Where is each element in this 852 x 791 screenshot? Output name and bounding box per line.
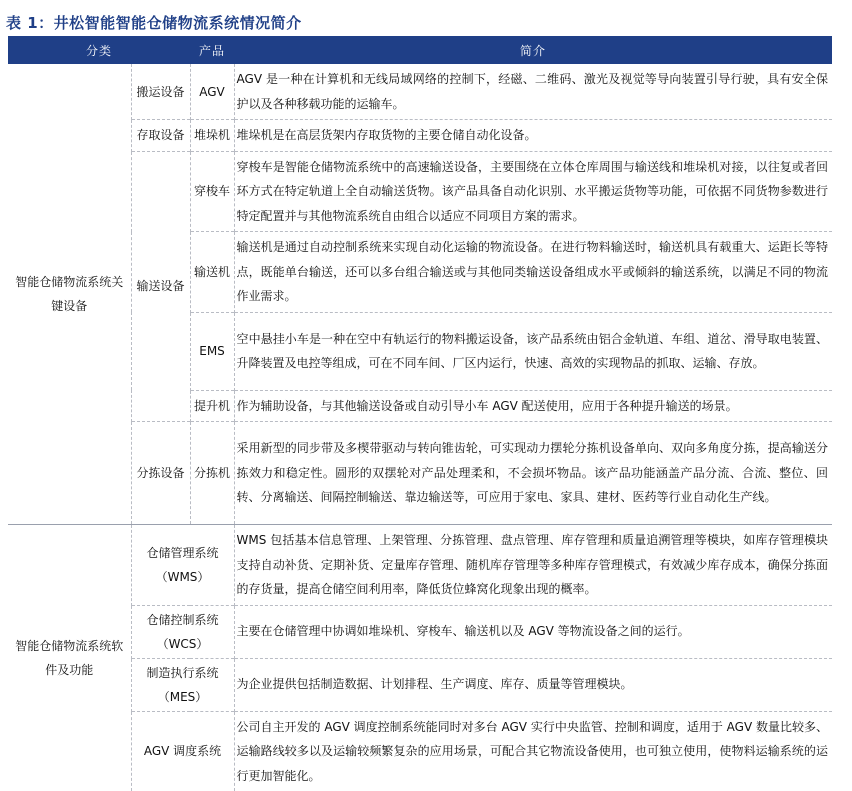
sub-conveying: 输送设备 bbox=[131, 151, 190, 422]
table-header-row bbox=[8, 37, 832, 64]
header-product: 产品 bbox=[190, 37, 234, 64]
table-title: 表 1：井松智能智能仓储物流系统情况简介 bbox=[6, 12, 302, 33]
system-wms-label: 仓储管理系统（WMS） bbox=[135, 541, 231, 589]
table-row bbox=[8, 711, 832, 791]
desc-conveyor: 输送机是通过自动控制系统来实现自动化运输的物流设备。在进行物料输送时，输送机具有载重大、运距长等特点，既能单台输送，还可以多台组合输送或与其他同类输送设备组成水平或倾斜的输送系统，以满足不同的物流作业需求。 bbox=[234, 232, 832, 313]
desc-wcs: 主要在仓储管理中协调如堆垛机、穿梭车、输送机以及 AGV 等物流设备之间的运行。 bbox=[234, 605, 832, 658]
header-intro: 简介 bbox=[234, 37, 832, 64]
desc-mes: 为企业提供包括制造数据、计划排程、生产调度、库存、质量等管理模块。 bbox=[234, 658, 832, 711]
desc-lift: 作为辅助设备，与其他输送设备或自动引导小车 AGV 配送使用，应用于各种提升输送的场景。 bbox=[234, 390, 832, 422]
desc-wms: WMS 包括基本信息管理、上架管理、分拣管理、盘点管理、库存管理和质量追溯管理等模块，如库存管理模块支持自动补货、定期补货、定量库存管理、随机库存管理等多种库存管理模式，有效减少库存成本，确保分拣面的存货量，提高仓储空间利用率，降低货位蜂窝化现象出现的概率。 bbox=[234, 525, 832, 606]
table-row bbox=[8, 151, 832, 232]
table-row bbox=[8, 605, 832, 658]
desc-shuttle: 穿梭车是智能仓储物流系统中的高速输送设备，主要围绕在立体仓库周围与输送线和堆垛机对接，以往复或者回环方式在特定轨道上全自动输送货物。该产品具备自动化识别、水平搬运货物等功能，可依据不同货物参数进行特定配置并与其他物流系统自由组合以适应不同项目方案的需求。 bbox=[234, 151, 832, 232]
group-software bbox=[8, 525, 131, 791]
product-ems: EMS bbox=[190, 312, 234, 390]
system-wcs bbox=[131, 605, 234, 658]
product-conveyor: 输送机 bbox=[190, 232, 234, 313]
table-row bbox=[8, 658, 832, 711]
group-hardware bbox=[8, 64, 131, 525]
product-shuttle: 穿梭车 bbox=[190, 151, 234, 232]
sub-handling: 搬运设备 bbox=[131, 64, 190, 120]
product-stacker: 堆垛机 bbox=[190, 120, 234, 152]
system-mes bbox=[131, 658, 234, 711]
product-sorter: 分拣机 bbox=[190, 422, 234, 525]
product-table bbox=[8, 37, 832, 791]
table-row bbox=[8, 525, 832, 606]
header-category: 分类 bbox=[8, 37, 190, 64]
system-mes-label: 制造执行系统（MES） bbox=[135, 661, 231, 709]
desc-stacker: 堆垛机是在高层货架内存取货物的主要仓储自动化设备。 bbox=[234, 120, 832, 152]
group-hardware-label: 智能仓储物流系统关键设备 bbox=[10, 270, 128, 318]
desc-sorter: 采用新型的同步带及多楔带驱动与转向锥齿轮，可实现动力摆轮分拣机设备单向、双向多角度分拣，提高输送分拣效力和稳定性。圆形的双摆轮对产品处理柔和，不会损坏物品。该产品功能涵盖产品分流、合流、整位、回转、分离输送、间隔控制输送、靠边输送等，可应用于家电、家具、建材、医药等行业自动化生产线。 bbox=[234, 422, 832, 525]
table-row bbox=[8, 64, 832, 120]
table-row bbox=[8, 120, 832, 152]
desc-ems: 空中悬挂小车是一种在空中有轨运行的物料搬运设备，该产品系统由铝合金轨道、车组、道岔、滑导取电装置、升降装置及电控等组成，可在不同车间、厂区内运行，快速、高效的实现物品的抓取、运输、存放。 bbox=[234, 312, 832, 390]
product-agv: AGV bbox=[190, 64, 234, 120]
system-wms bbox=[131, 525, 234, 606]
table-row bbox=[8, 422, 832, 525]
desc-agv-dispatch: 公司自主开发的 AGV 调度控制系统能同时对多台 AGV 实行中央监管、控制和调度，适用于 AGV 数量比较多、运输路线较多以及运输较频繁复杂的应用场景，可配合其它物流设备使用，也可独立使用，使物料运输系统的运行更加智能化。 bbox=[234, 711, 832, 791]
product-lift: 提升机 bbox=[190, 390, 234, 422]
sub-storage: 存取设备 bbox=[131, 120, 190, 152]
sub-sorting: 分拣设备 bbox=[131, 422, 190, 525]
group-software-label: 智能仓储物流系统软件及功能 bbox=[10, 634, 128, 682]
desc-agv: AGV 是一种在计算机和无线局域网络的控制下，经磁、二维码、激光及视觉等导向装置引导行驶，具有安全保护以及各种移载功能的运输车。 bbox=[234, 64, 832, 120]
system-agv-dispatch: AGV 调度系统 bbox=[131, 711, 234, 791]
system-wcs-label: 仓储控制系统（WCS） bbox=[135, 608, 231, 656]
